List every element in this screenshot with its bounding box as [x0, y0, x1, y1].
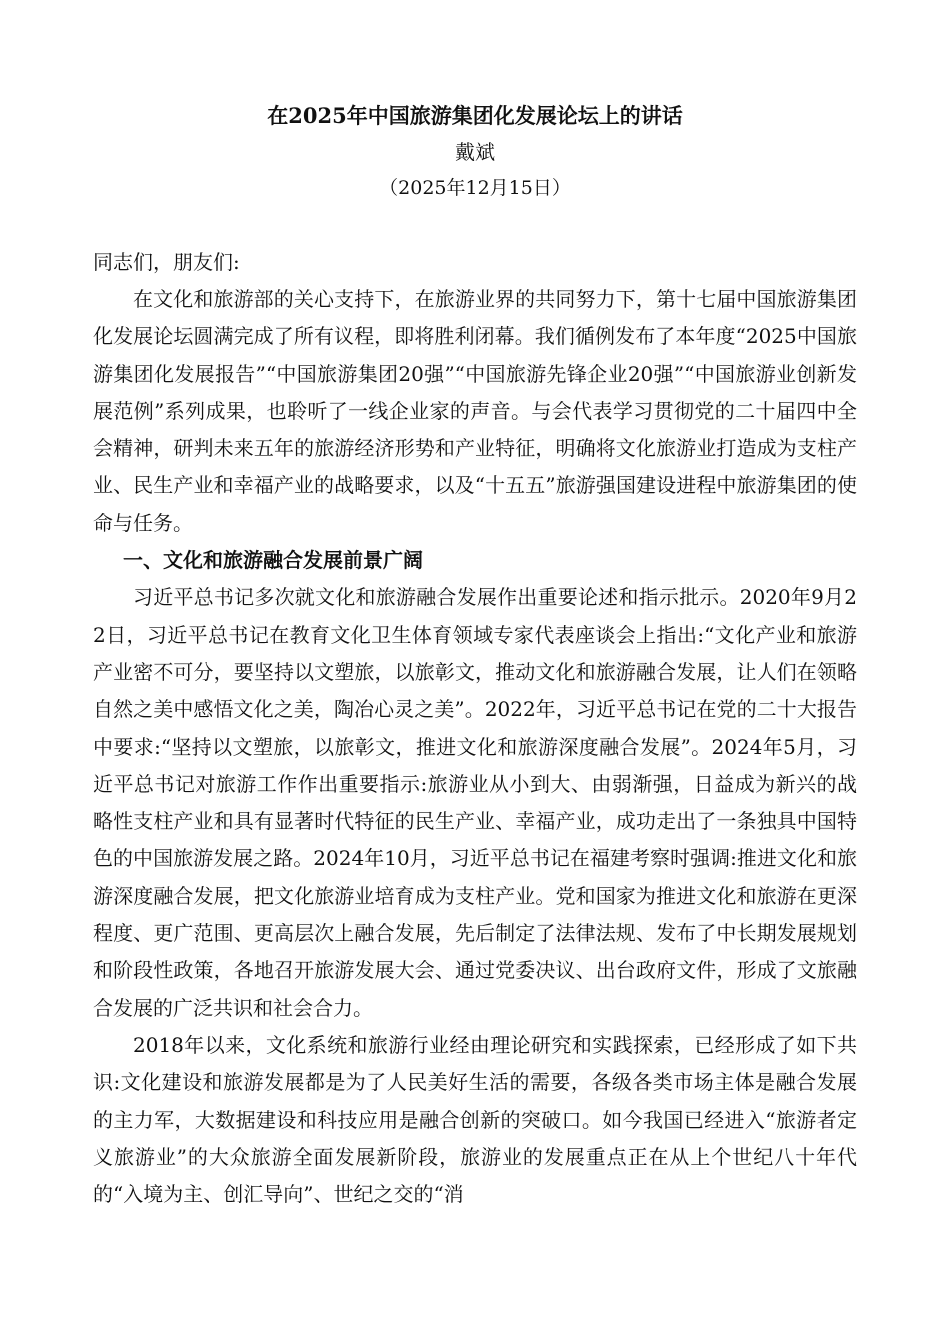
opening-paragraph: 在文化和旅游部的关心支持下，在旅游业界的共同努力下，第十七届中国旅游集团化发展论坛圆满完成了所有议程，即将胜利闭幕。我们循例发布了本年度“2025中国旅游集团化发展报告”“中国旅游集团20强”“中国旅游先锋企业20强”“中国旅游业创新发展范例”系列成果，也聆听了一线企业家的声音。与会代表学习贯彻党的二十届四中全会精神，研判未来五年的旅游经济形势和产业特征，明确将文化旅游业打造成为支柱产业、民生产业和幸福产业的战略要求，以及“十五五”旅游强国建设进程中旅游集团的使命与任务。 [93, 287, 857, 535]
section-heading: 一、文化和旅游融合发展前景广阔 [123, 548, 423, 573]
author-name: 戴斌 [455, 140, 495, 164]
salutation: 同志们，朋友们: [93, 250, 240, 274]
document-title: 在2025年中国旅游集团化发展论坛上的讲话 [267, 103, 683, 128]
speech-date: （2025年12月15日） [379, 177, 571, 199]
section-paragraph: 2018年以来，文化系统和旅游行业经由理论研究和实践探索，已经形成了如下共识:文化建设和旅游发展都是为了人民美好生活的需要，各级各类市场主体是融合发展的主力军，大数据建设和科技应用是融合创新的突破口。如今我国已经进入“旅游者定义旅游业”的大众旅游全面发展新阶段，旅游业的发展重点正在从上个世纪八十年代的“入境为主、创汇导向”、世纪之交的“消 [93, 1032, 857, 1207]
document-page [93, 96, 857, 1213]
section-paragraph: 习近平总书记多次就文化和旅游融合发展作出重要论述和指示批示。2020年9月22日，习近平总书记在教育文化卫生体育领域专家代表座谈会上指出:“文化产业和旅游产业密不可分，要坚持以文塑旅，以旅彰文，推动文化和旅游融合发展，让人们在领略自然之美中感悟文化之美，陶冶心灵之美”。2022年，习近平总书记在党的二十大报告中要求:“坚持以文塑旅，以旅彰文，推进文化和旅游深度融合发展”。2024年5月，习近平总书记对旅游工作作出重要指示:旅游业从小到大、由弱渐强，日益成为新兴的战略性支柱产业和具有显著时代特征的民生产业、幸福产业，成功走出了一条独具中国特色的中国旅游发展之路。2024年10月，习近平总书记在福建考察时强调:推进文化和旅游深度融合发展，把文化旅游业培育成为支柱产业。党和国家为推进文化和旅游在更深程度、更广范围、更高层次上融合发展，先后制定了法律法规、发布了中长期发展规划和阶段性政策，各地召开旅游发展大会、通过党委决议、出台政府文件，形成了文旅融合发展的广泛共识和社会合力。 [93, 585, 857, 1020]
